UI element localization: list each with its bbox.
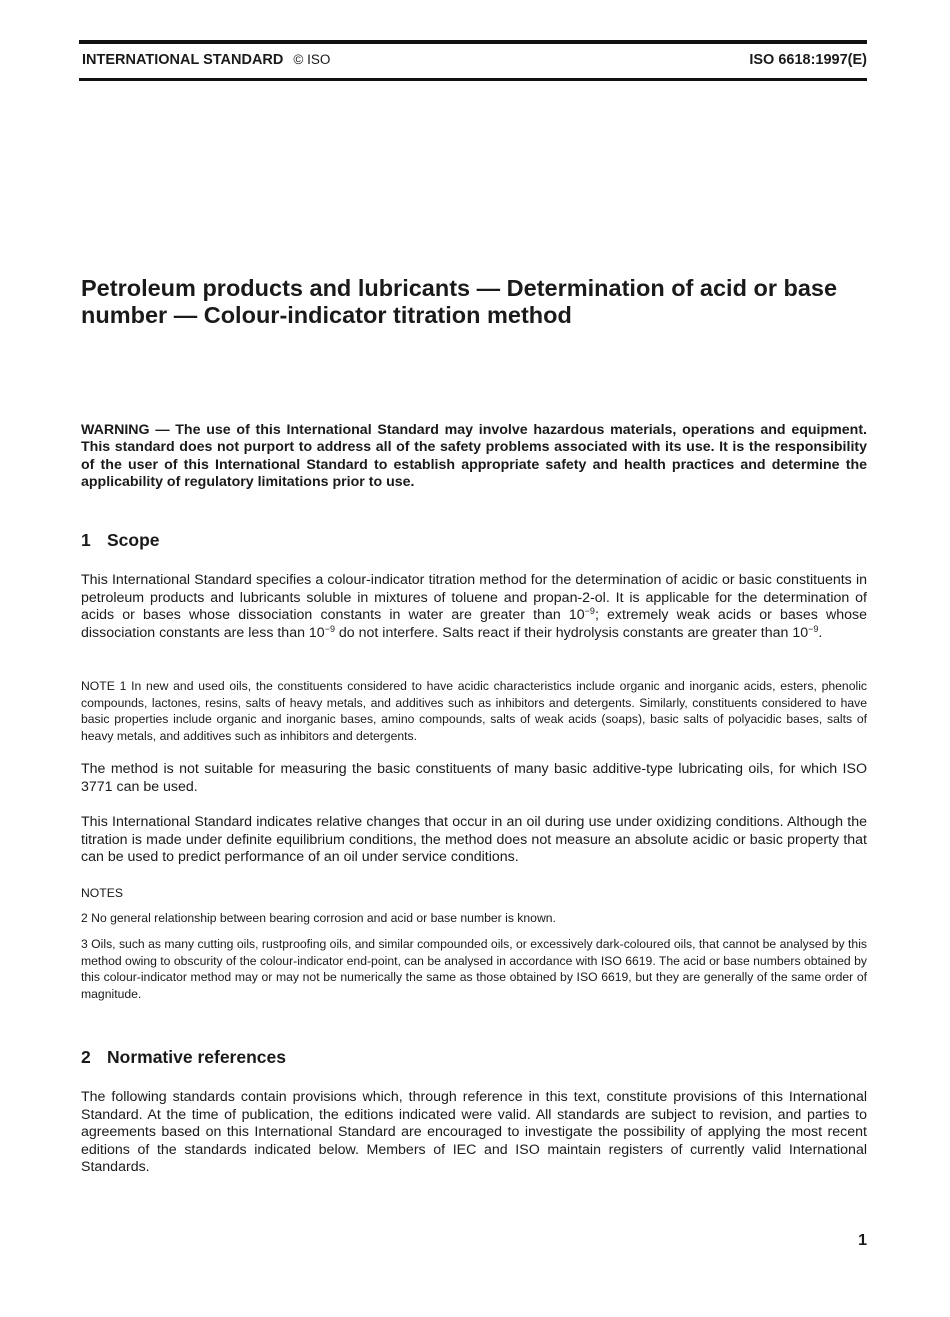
header-bottom-rule bbox=[79, 78, 867, 81]
note-2: 2 No general relationship between bearing corrosion and acid or base number is known. bbox=[81, 911, 556, 925]
scope-p1-text-d: . bbox=[818, 624, 823, 641]
exponent: −9 bbox=[808, 623, 819, 634]
page-number: 1 bbox=[858, 1232, 867, 1249]
section-2-heading bbox=[81, 1047, 286, 1068]
section-1-heading bbox=[81, 530, 160, 551]
notes-label: NOTES bbox=[81, 886, 123, 900]
scope-paragraph-2: The method is not suitable for measuring the basic constituents of many basic additive-type lubricating oils, for which ISO 3771 can be used. bbox=[81, 761, 867, 795]
note-1: NOTE 1 In new and used oils, the constituents considered to have acidic characteristics include organic and inorganic acids, esters, phenolic compounds, lactones, resins, salts of heavy metals, and additives such as inhibitors and detergents. Similarly, constituents considered to have basic properties include organic and inorganic bases, amino compounds, salts of weak acids (soaps), basic salts of polyacidic bases, salts of heavy metals, and additives such as inhibitors and detergents. bbox=[81, 679, 867, 743]
note-3: 3 Oils, such as many cutting oils, rustproofing oils, and similar compounded oils, or excessively dark-coloured oils, that cannot be analysed by this method owing to obscurity of the colour-indicator end-point, can be analysed in accordance with ISO 6619. The acid or base numbers obtained by this colour-indicator method may or may not be numerically the same as those obtained by ISO 6619, but they are generally of the same order of magnitude. bbox=[81, 937, 867, 1001]
exponent: −9 bbox=[324, 623, 335, 634]
document-title: Petroleum products and lubricants — Determination of acid or base number — Colour-indicator titration method bbox=[81, 275, 838, 328]
header-left bbox=[82, 52, 330, 68]
scope-p1-text-b: ; extremely weak acids or bases whose dissociation constants are less than 10 bbox=[81, 607, 867, 641]
section-2-number: 2 bbox=[81, 1047, 91, 1067]
header-top-rule bbox=[79, 40, 867, 44]
scope-paragraph-1 bbox=[81, 572, 867, 642]
section-1-title: Scope bbox=[107, 530, 160, 550]
normative-references-paragraph: The following standards contain provisions which, through reference in this text, constitute provisions of this International Standard. At the time of publication, the editions indicated were valid. All standards are subject to revision, and parties to agreements based on this International Standard are encouraged to investigate the possibility of applying the most recent editions of the standards indicated below. Members of IEC and ISO maintain registers of currently valid International Standards. bbox=[81, 1089, 867, 1176]
safety-warning: WARNING — The use of this International Standard may involve hazardous materials, operations and equipment. This standard does not purport to address all of the safety problems associated with its use. It is the responsibility of the user of this International Standard to establish appropriate safety and health practices and determine the applicability of regulatory limitations prior to use. bbox=[81, 422, 867, 490]
header-document-id: ISO 6618:1997(E) bbox=[749, 52, 867, 68]
scope-p1-text-c: do not interfere. Salts react if their hydrolysis constants are greater than 10 bbox=[334, 624, 809, 641]
scope-paragraph-3: This International Standard indicates relative changes that occur in an oil during use under oxidizing conditions. Although the titration is made under definite equilibrium conditions, the method does not measure an absolute acidic or basic property that can be used to predict performance of an oil under service conditions. bbox=[81, 814, 867, 866]
section-1-number: 1 bbox=[81, 530, 91, 550]
header-standard-type: INTERNATIONAL STANDARD bbox=[82, 52, 284, 68]
section-2-title: Normative references bbox=[107, 1047, 286, 1067]
header-copyright: © ISO bbox=[293, 52, 331, 67]
scope-p1-text-a: This International Standard specifies a colour-indicator titration method for the determination of acidic or basic constituents in petroleum products and lubricants soluble in mixtures of toluene and propan-2-ol. It is applicable for the determination of acids or bases whose dissociation constants in water are greater than 10 bbox=[81, 572, 867, 624]
running-header bbox=[82, 52, 867, 72]
exponent: −9 bbox=[584, 606, 595, 617]
